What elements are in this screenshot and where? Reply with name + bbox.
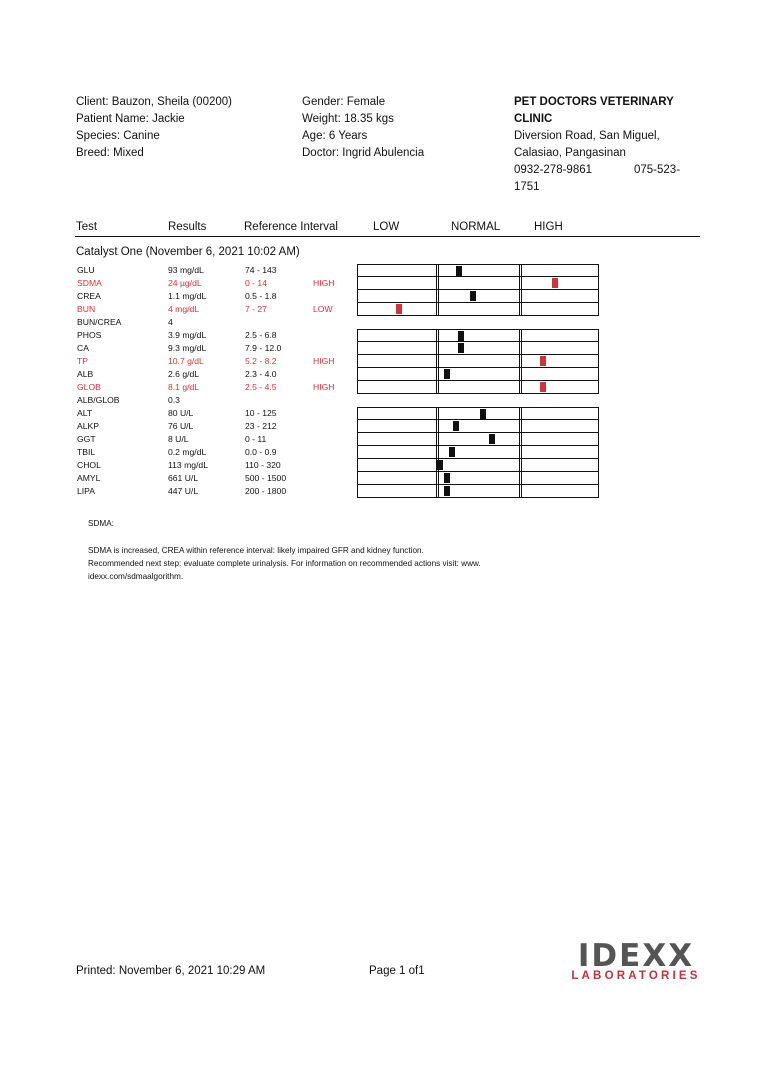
gauge-marker — [489, 434, 495, 444]
gauge-marker — [470, 291, 476, 301]
result-flag: HIGH — [313, 278, 335, 288]
range-gauge — [357, 420, 599, 433]
test-name: PHOS — [77, 330, 102, 340]
range-gauge — [357, 277, 599, 290]
gauge-high-boundary — [519, 265, 522, 276]
gauge-high-boundary — [519, 446, 522, 458]
gauge-marker — [444, 369, 450, 379]
test-name: CREA — [77, 291, 101, 301]
gauge-high-boundary — [519, 381, 522, 393]
patient-name: Patient Name: Jackie — [76, 113, 185, 125]
test-name: BUN — [77, 304, 96, 314]
test-name: ALKP — [77, 421, 99, 431]
gauge-low-boundary — [436, 368, 439, 380]
range-gauge — [357, 355, 599, 368]
range-gauge — [357, 472, 599, 485]
clinic-phone-1: 0932-278-9861 — [514, 164, 593, 176]
gauge-low-boundary — [436, 342, 439, 354]
header-rule — [75, 236, 700, 237]
gauge-marker — [458, 343, 464, 353]
notes-label: SDMA: — [88, 519, 114, 528]
test-result: 93 mg/dL — [168, 265, 204, 275]
test-name: GGT — [77, 434, 96, 444]
col-normal: NORMAL — [451, 221, 501, 233]
reference-interval: 200 - 1800 — [245, 486, 287, 496]
reference-interval: 74 - 143 — [245, 265, 277, 275]
age: Age: 6 Years — [302, 130, 368, 142]
test-result: 447 U/L — [168, 486, 199, 496]
reference-interval: 7.9 - 12.0 — [245, 343, 282, 353]
test-result: 76 U/L — [168, 421, 194, 431]
test-name: TBIL — [77, 447, 96, 457]
gauge-low-boundary — [436, 265, 439, 276]
clinic-phones — [514, 162, 699, 179]
test-name: GLU — [77, 265, 95, 275]
reference-interval: 0.5 - 1.8 — [245, 291, 277, 301]
gauge-marker — [540, 382, 546, 392]
test-name: CHOL — [77, 460, 101, 470]
clinic-phone-2-cont: 1751 — [514, 181, 540, 193]
gauge-marker — [552, 278, 558, 288]
col-low: LOW — [373, 221, 400, 233]
notes-line-1: SDMA is increased, CREA within reference interval: likely impaired GFR and kidney function. — [88, 546, 424, 555]
test-name: ALT — [77, 408, 93, 418]
test-result: 0.3 — [168, 395, 180, 405]
test-name: TP — [77, 356, 88, 366]
test-name: ALB — [77, 369, 94, 379]
gauge-low-boundary — [436, 485, 439, 497]
weight: Weight: 18.35 kgs — [302, 113, 394, 125]
patient-info — [76, 94, 232, 162]
reference-interval: 2.3 - 4.0 — [245, 369, 277, 379]
test-name: ALB/GLOB — [77, 395, 120, 405]
gauge-low-boundary — [436, 290, 439, 302]
gauge-marker — [449, 447, 455, 457]
reference-interval: 0 - 14 — [245, 278, 267, 288]
page-number: Page 1 of1 — [369, 965, 425, 977]
gauge-marker — [458, 331, 464, 341]
gauge-low-boundary — [436, 446, 439, 458]
gauge-high-boundary — [519, 433, 522, 445]
patient-details — [302, 94, 424, 162]
idexx-logo-subtext: LABORATORIES — [571, 970, 701, 982]
gauge-marker — [453, 421, 459, 431]
gauge-low-boundary — [436, 408, 439, 419]
gauge-high-boundary — [519, 290, 522, 302]
test-name: CA — [77, 343, 89, 353]
test-name: BUN/CREA — [77, 317, 122, 327]
gauge-marker — [444, 473, 450, 483]
gauge-low-boundary — [436, 277, 439, 289]
range-gauge — [357, 264, 599, 277]
test-result: 4 mg/dL — [168, 304, 200, 314]
species: Species: Canine — [76, 130, 160, 142]
reference-interval: 110 - 320 — [245, 460, 281, 470]
test-result: 0.2 mg/dL — [168, 447, 207, 457]
gauge-marker — [437, 460, 443, 470]
range-gauge — [357, 342, 599, 355]
gauge-low-boundary — [436, 330, 439, 341]
test-result: 113 mg/dL — [168, 460, 208, 470]
notes-line-3: idexx.com/sdmaalgorithm. — [88, 572, 184, 581]
test-result: 2.6 g/dL — [168, 369, 200, 379]
reference-interval: 2.5 - 4.5 — [245, 382, 277, 392]
test-name: AMYL — [77, 473, 101, 483]
reference-interval: 0.0 - 0.9 — [245, 447, 277, 457]
section-title: Catalyst One (November 6, 2021 10:02 AM) — [76, 246, 300, 258]
client-name: Client: Bauzon, Sheila (00200) — [76, 96, 232, 108]
clinic-name-line2: CLINIC — [514, 113, 553, 125]
col-high: HIGH — [534, 221, 563, 233]
range-gauge — [357, 433, 599, 446]
gauge-low-boundary — [436, 420, 439, 432]
col-results: Results — [168, 221, 207, 233]
col-reference: Reference Interval — [244, 221, 338, 233]
notes-text — [88, 544, 481, 583]
result-flag: HIGH — [313, 356, 335, 366]
reference-interval: 7 - 27 — [245, 304, 267, 314]
clinic-info — [514, 94, 699, 196]
range-gauge — [357, 290, 599, 303]
idexx-logo — [570, 938, 702, 982]
gauge-high-boundary — [519, 420, 522, 432]
gauge-low-boundary — [436, 472, 439, 484]
gauge-low-boundary — [436, 355, 439, 367]
gauge-marker — [480, 409, 486, 419]
range-gauge — [357, 485, 599, 498]
gauge-low-boundary — [436, 381, 439, 393]
test-name: GLOB — [77, 382, 101, 392]
clinic-name-line1: PET DOCTORS VETERINARY — [514, 96, 674, 108]
test-result: 9.3 mg/dL — [168, 343, 207, 353]
gauge-marker — [444, 486, 450, 496]
reference-interval: 500 - 1500 — [245, 473, 287, 483]
col-test: Test — [76, 221, 98, 233]
test-result: 10.7 g/dL — [168, 356, 204, 366]
doctor: Doctor: Ingrid Abulencia — [302, 147, 425, 159]
printed-date: Printed: November 6, 2021 10:29 AM — [76, 965, 266, 977]
test-result: 24 µg/dL — [168, 278, 202, 288]
gauge-high-boundary — [519, 472, 522, 484]
test-result: 8 U/L — [168, 434, 189, 444]
gauge-high-boundary — [519, 303, 522, 315]
test-result: 80 U/L — [168, 408, 194, 418]
test-name: LIPA — [77, 486, 95, 496]
notes-line-2: Recommended next step: evaluate complete urinalysis. For information on recommended actions visit: www. — [88, 559, 481, 568]
gauge-marker — [540, 356, 546, 366]
gauge-high-boundary — [519, 485, 522, 497]
gender: Gender: Female — [302, 96, 386, 108]
test-name: SDMA — [77, 278, 102, 288]
gauge-high-boundary — [519, 355, 522, 367]
range-gauge — [357, 407, 599, 420]
breed: Breed: Mixed — [76, 147, 144, 159]
idexx-logo-text: IDEXX — [577, 938, 695, 974]
range-gauge — [357, 381, 599, 394]
gauge-marker — [456, 266, 462, 276]
reference-interval: 2.5 - 6.8 — [245, 330, 277, 340]
gauge-high-boundary — [519, 342, 522, 354]
reference-interval: 10 - 125 — [245, 408, 277, 418]
reference-interval: 5.2 - 8.2 — [245, 356, 277, 366]
gauge-low-boundary — [436, 433, 439, 445]
result-flag: HIGH — [313, 382, 335, 392]
test-result: 3.9 mg/dL — [168, 330, 207, 340]
range-gauge — [357, 446, 599, 459]
test-result: 1.1 mg/dL — [168, 291, 207, 301]
clinic-phone-2: 075-523- — [634, 164, 681, 176]
gauge-marker — [396, 304, 402, 314]
gauge-high-boundary — [519, 330, 522, 341]
range-gauge — [357, 459, 599, 472]
test-result: 4 — [168, 317, 173, 327]
test-result: 661 U/L — [168, 473, 199, 483]
reference-interval: 0 - 11 — [245, 434, 267, 444]
range-gauge — [357, 329, 599, 342]
range-gauge — [357, 368, 599, 381]
test-result: 8.1 g/dL — [168, 382, 200, 392]
result-flag: LOW — [313, 304, 333, 314]
gauge-high-boundary — [519, 408, 522, 419]
gauge-high-boundary — [519, 459, 522, 471]
clinic-address-line1: Diversion Road, San Miguel, — [514, 130, 660, 142]
clinic-address-line2: Calasiao, Pangasinan — [514, 147, 626, 159]
reference-interval: 23 - 212 — [245, 421, 277, 431]
gauge-high-boundary — [519, 368, 522, 380]
gauge-low-boundary — [436, 303, 439, 315]
gauge-high-boundary — [519, 277, 522, 289]
range-gauge — [357, 303, 599, 316]
